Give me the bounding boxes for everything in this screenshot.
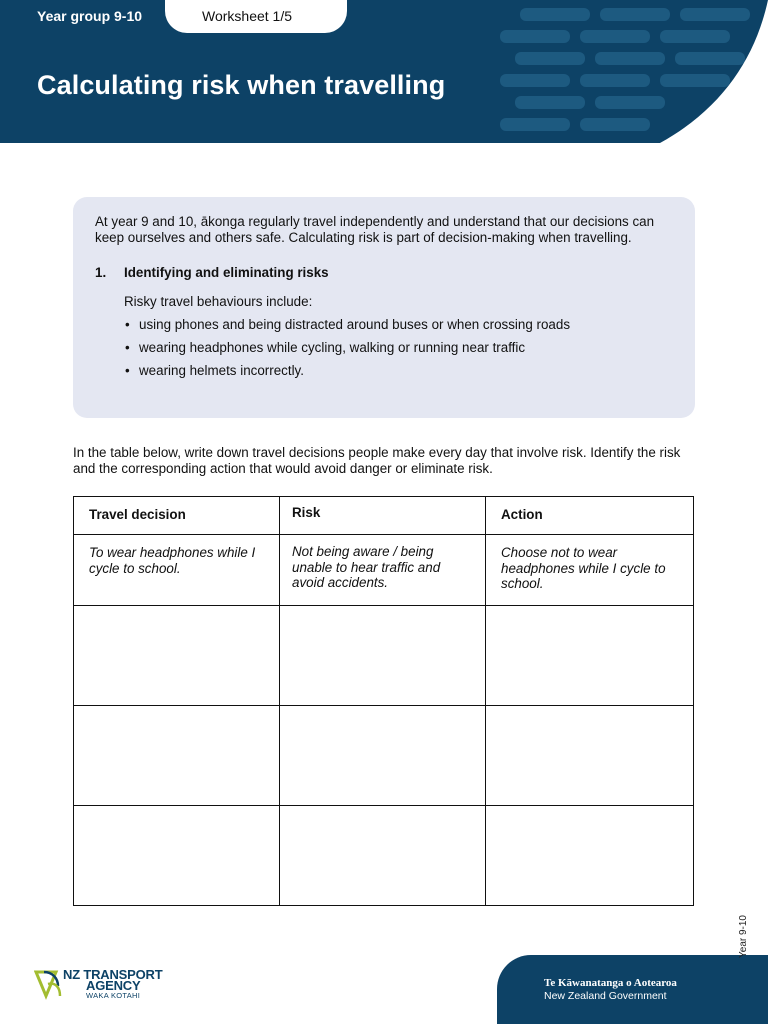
blank-cell[interactable]	[280, 606, 486, 706]
blank-cell[interactable]	[74, 806, 280, 906]
side-year-label: Year 9-10	[738, 915, 749, 958]
lead-text: Risky travel behaviours include:	[124, 294, 313, 309]
table-row	[74, 706, 694, 806]
blank-cell[interactable]	[486, 806, 694, 906]
government-subtitle: New Zealand Government	[544, 990, 667, 1002]
column-header-risk: Risk	[280, 497, 486, 535]
year-group-tab: Year group 9-10	[0, 0, 190, 33]
worksheet-tab: Worksheet 1/5	[165, 0, 347, 33]
blank-cell[interactable]	[280, 706, 486, 806]
logo-text-line1: NZ TRANSPORT	[63, 967, 163, 982]
risky-behaviours-list	[124, 317, 673, 379]
intro-text: At year 9 and 10, ākonga regularly travel independently and understand that our decisions can keep ourselves and others safe. Calculating risk is part of decision-making when travelling.	[95, 214, 655, 245]
blank-cell[interactable]	[280, 806, 486, 906]
table-row	[74, 535, 694, 606]
blank-cell[interactable]	[74, 706, 280, 806]
page-header	[0, 0, 768, 143]
list-item: • using phones and being distracted around buses or when crossing roads	[124, 317, 673, 333]
section-number: 1.	[95, 265, 107, 280]
column-header-travel-decision: Travel decision	[74, 497, 280, 535]
column-header-action: Action	[486, 497, 694, 535]
list-item: • wearing helmets incorrectly.	[124, 363, 673, 379]
section-heading	[95, 265, 673, 281]
blank-cell[interactable]	[74, 606, 280, 706]
government-name: Te Kāwanatanga o Aotearoa	[544, 977, 677, 989]
example-action: Choose not to wear headphones while I cycle to school.	[486, 535, 694, 606]
example-risk: Not being aware / being unable to hear traffic and avoid accidents.	[280, 535, 486, 606]
table-instructions: In the table below, write down travel decisions people make every day that involve risk. Identify the risk and the corresponding action that would avoid danger or eliminate risk.	[73, 445, 681, 476]
blank-cell[interactable]	[486, 606, 694, 706]
logo-text-line2: AGENCY	[86, 978, 141, 993]
table-row	[74, 806, 694, 906]
table-header-row	[74, 497, 694, 535]
info-box	[73, 197, 695, 418]
page-title: Calculating risk when travelling	[37, 70, 446, 100]
table-row	[74, 606, 694, 706]
logo-text-line3: WAKA KOTAHI	[86, 991, 141, 1000]
list-item: • wearing headphones while cycling, walking or running near traffic	[124, 340, 673, 356]
example-travel-decision: To wear headphones while I cycle to school.	[74, 535, 280, 606]
section-title: Identifying and eliminating risks	[124, 265, 329, 280]
blank-cell[interactable]	[486, 706, 694, 806]
risk-table	[73, 496, 694, 906]
